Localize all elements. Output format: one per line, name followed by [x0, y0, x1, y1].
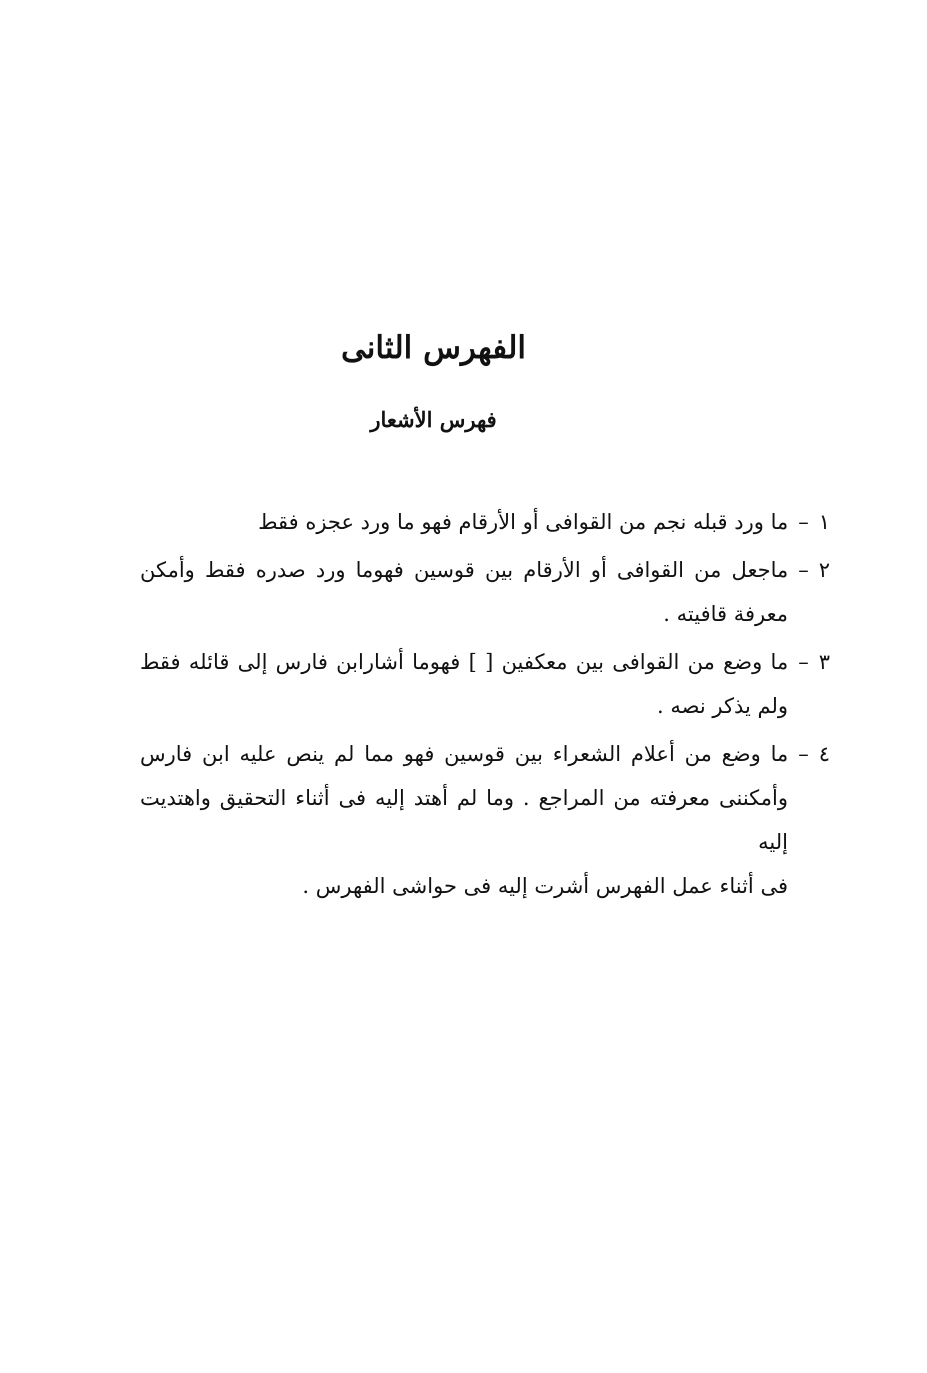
- list-item: [140, 548, 830, 636]
- item-line: ما وضع من القوافى بين معكفين [ ] فهوما أشارابن فارس إلى قائله فقط: [140, 650, 789, 674]
- item-number: ٣: [818, 650, 830, 674]
- item-dash: –: [798, 510, 809, 534]
- item-dash: –: [798, 742, 809, 766]
- item-dash: –: [798, 558, 809, 582]
- item-number: ١: [818, 510, 830, 534]
- item-number: ٤: [818, 742, 830, 766]
- item-line: فى أثناء عمل الفهرس أشرت إليه فى حواشى الفهرس .: [302, 874, 788, 898]
- list-item: [140, 500, 830, 544]
- item-line: معرفة قافيته .: [663, 602, 788, 626]
- page-title: الفهرس الثانى: [340, 330, 527, 366]
- item-number: ٢: [818, 558, 830, 582]
- list-item: [140, 640, 830, 728]
- item-line: ما وضع من أعلام الشعراء بين قوسين فهو مما لم ينص عليه ابن فارس: [140, 742, 789, 766]
- item-line: وأمكننى معرفته من المراجع . وما لم أهتد إليه فى أثناء التحقيق واهتديت إليه: [140, 786, 788, 854]
- item-line: ولم يذكر نصه .: [657, 694, 788, 718]
- item-dash: –: [798, 650, 809, 674]
- list-item: [140, 732, 830, 908]
- page-subtitle: فهرس الأشعار: [370, 407, 497, 432]
- item-line: ماجعل من القوافى أو الأرقام بين قوسين فهوما ورد صدره فقط وأمكن: [140, 558, 789, 582]
- notes-list: [140, 500, 830, 912]
- item-line: ما ورد قبله نجم من القوافى أو الأرقام فهو ما ورد عجزه فقط: [258, 510, 789, 534]
